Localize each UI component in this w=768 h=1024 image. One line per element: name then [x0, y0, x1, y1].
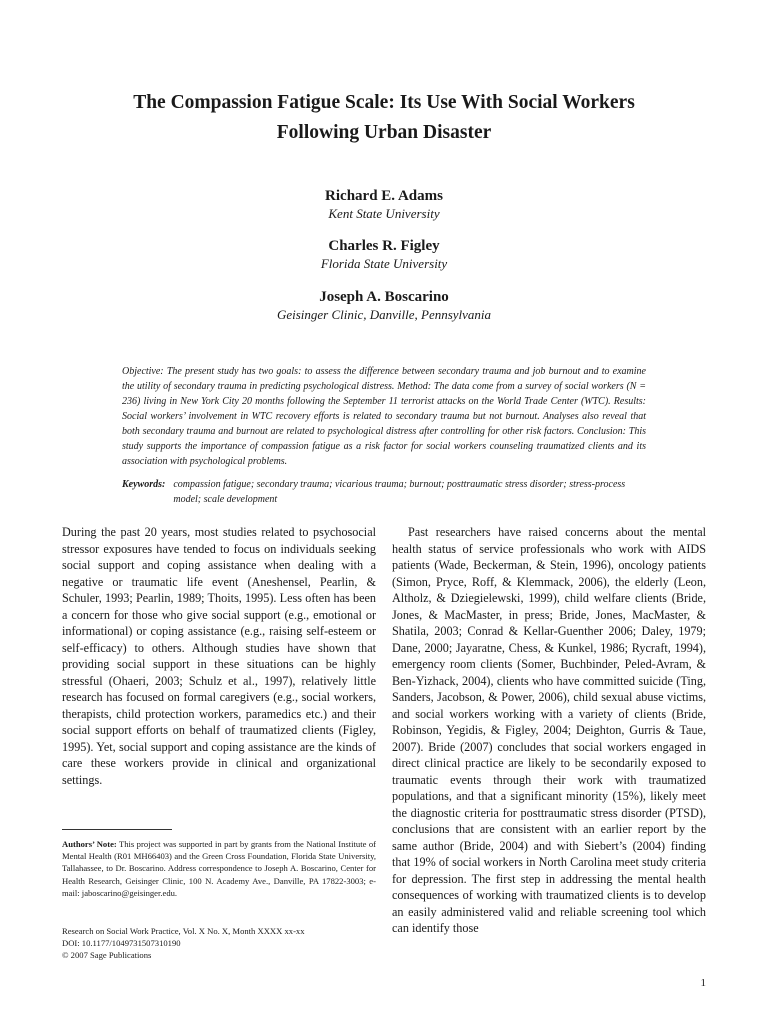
- author-name-2: Charles R. Figley: [328, 238, 440, 254]
- authors-note-label: Authors’ Note:: [62, 839, 117, 849]
- keywords: [122, 477, 646, 507]
- doi-line: DOI: 10.1177/1049731507310190: [62, 938, 181, 949]
- author-affiliation-1: Kent State University: [328, 206, 440, 221]
- abstract: Objective: The present study has two goals: to assess the difference between secondary trauma and job burnout and to examine the utility of secondary trauma in predicting psychological distress. Method: The data come from a survey of social workers (N = 236) living in New York City 20 months following the September 11 terrorist attacks on the World Trade Center (WTC). Results: Social workers’ involvement in WTC recovery efforts is related to secondary trauma but not burnout. Analyses also reveal that both secondary trauma and burnout are related to psychological distress after controlling for other risk factors. Conclusion: This study supports the importance of compassion fatigue as a risk factor for social workers counseling traumatized clients and its association with psychological problems.: [122, 366, 646, 467]
- journal-line: Research on Social Work Practice, Vol. X No. X, Month XXXX xx-xx: [62, 926, 305, 936]
- body-left-paragraph: During the past 20 years, most studies related to psychosocial stressor exposures have tended to focus on individuals seeking social support and coping assistance when dealing with a negative or traumatic life event (Aneshensel, Pearlin, & Schuler, 1993; Pearlin, 1989; Thoits, 1995). Less often has been a concern for those who give social support (e.g., emotional or informational) or coping assistance (e.g., raising self-esteem or self-efficacy) to others. Although studies have shown that providing social support in these situations can be highly stressful (Ohaeri, 2003; Schulz et al., 1997), relatively little research has focused on formal caregivers (e.g., social workers, therapists, child protection workers, paramedics etc.) and their social support efforts on behalf of traumatized clients (Figley, 1995). Yet, social support and coping assistance are the kinds of care these workers provide in clinical and organizational settings.: [62, 525, 376, 787]
- keywords-text: compassion fatigue; secondary trauma; vicarious trauma; burnout; posttraumatic stress disorder; stress-process model; scale development: [173, 479, 626, 505]
- author-name-1: Richard E. Adams: [325, 188, 443, 204]
- author-affiliation-3: Geisinger Clinic, Danville, Pennsylvania: [276, 307, 492, 322]
- title-line-2: Following Urban Disaster: [276, 122, 492, 143]
- body-right-paragraph: Past researchers have raised concerns about the mental health status of service professionals who work with AIDS patients (Wade, Beckerman, & Stein, 1996), oncology patients (Simon, Pryce, Roff, & Klemmack, 2006), the elderly (Leon, Altholz, & Dziegielewski, 1999), child welfare clients (Bride, Jones, & MacMaster, in press; Bride, Jones, MacMaster, & Shatila, 2003; Conrad & Kellar-Guenther 2006; Daley, 1979; Dane, 2000; Jayaratne, Chess, & Kunkel, 1986; Rycraft, 1994), emergency room clients (Somer, Buchbinder, Peled-Avram, & Ben-Yizhack, 2004), clients who have committed suicide (Ting, Sanders, Jacobson, & Power, 2006), child sexual abuse victims, and social workers working with a variety of clients (Bride, Robinson, Yegidis, & Figley, 2004; Deighton, Gurris & Taue, 2007). Bride (2007) concludes that social workers engaged in direct clinical practice are likely to be secondarily exposed to traumatic events through their work with traumatized populations, and that a significant minority (15%), likely meet the diagnostic criteria for posttraumatic stress disorder (PTSD), conclusions that are consistent with an earlier report by the same author (Bride, 2004) and with Siebert’s (2004) finding that 19% of social workers in North Carolina meet study criteria for depression. The first step in addressing the mental health consequences of working with traumatized clients is to develop an easily administered valid and reliable screening tool which can identify those: [392, 525, 706, 935]
- author-name-3: Joseph A. Boscarino: [319, 289, 449, 305]
- copyright-line: © 2007 Sage Publications: [62, 950, 152, 961]
- paper-title: [60, 88, 708, 148]
- keywords-label: Keywords:: [122, 479, 166, 490]
- footnote-divider: [62, 829, 172, 830]
- authors-note-text: This project was supported in part by grants from the National Institute of Mental Health (R01 MH66403) and the Green Cross Foundation, Florida State University, Tallahassee, to Dr. Boscarino. Address correspondence to Joseph A. Boscarino, Center for Health Research, Geisinger Clinic, 100 N. Academy Ave., Danville, PA 17822-3003; e-mail: jaboscarino@geisinger.edu.: [62, 839, 376, 898]
- publication-info: [62, 925, 376, 962]
- author-affiliation-2: Florida State University: [320, 256, 448, 271]
- page-number: 1: [700, 977, 706, 989]
- title-line-1: The Compassion Fatigue Scale: Its Use With Social Workers: [133, 92, 635, 113]
- authors-note: [62, 838, 376, 899]
